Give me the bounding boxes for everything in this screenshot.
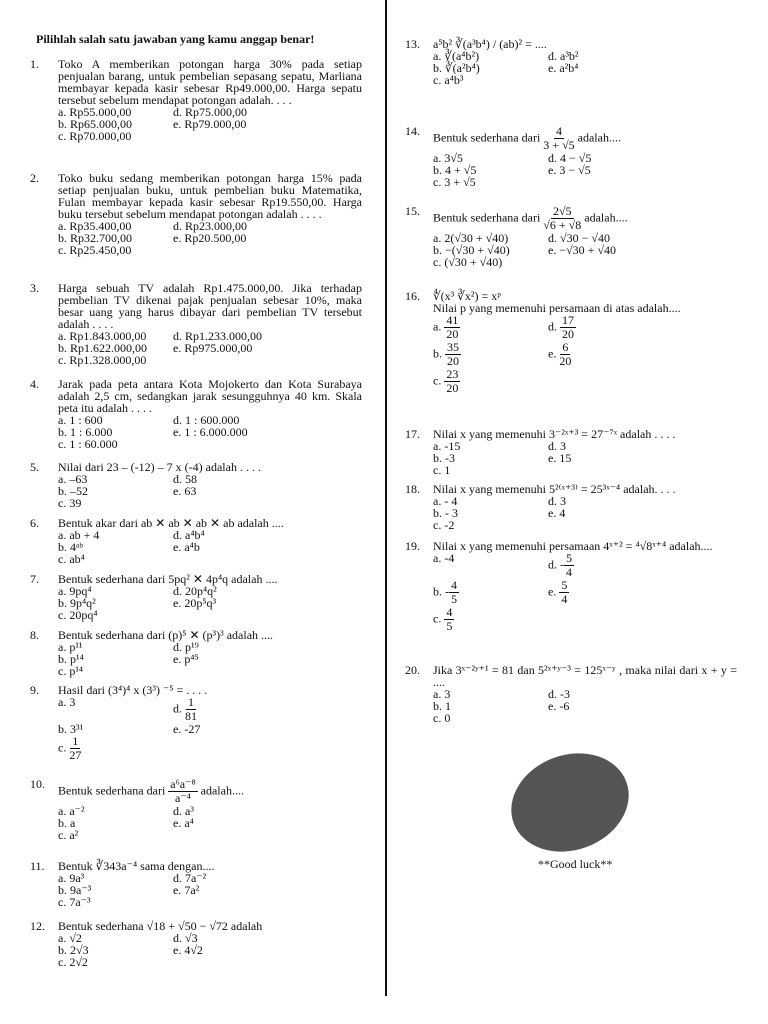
fraction: $\frac{5}{4}$ — [566, 551, 572, 579]
question-number: 12. — [30, 919, 45, 933]
option-d[interactable]: d. 1 : 600.000 — [173, 413, 240, 427]
option-a[interactable]: a. 9a³ — [58, 871, 85, 885]
question-stem: Bentuk akar dari ab ✕ ab ✕ ab ✕ ab adalah .... — [58, 516, 284, 530]
option-a[interactable]: a. -15 — [433, 439, 461, 453]
option-b[interactable]: b. $\frac{35}{20}$ — [433, 340, 459, 368]
option-a[interactable]: a. 2(√30 + √40) — [433, 231, 509, 245]
option-e[interactable]: e. $\frac{5}{4}$ — [548, 578, 568, 606]
fraction: $\frac{35}{20}$ — [447, 340, 459, 368]
option-b[interactable]: b. a — [58, 816, 76, 830]
answer-options — [58, 932, 362, 968]
answer-options — [58, 220, 362, 256]
question-12 — [30, 920, 362, 968]
option-d[interactable]: d. $\frac{1}{81}$ — [173, 695, 197, 723]
option-c[interactable]: c. 2√2 — [58, 955, 88, 969]
answer-options — [433, 440, 737, 476]
option-b[interactable]: b. 3³¹ — [58, 722, 84, 736]
question-stem: Bentuk sederhana dari 5pq² ✕ 4p⁴q adalah .... — [58, 572, 278, 586]
option-b[interactable]: b. Rp1.622.000,00 — [58, 341, 148, 355]
question-2 — [30, 172, 362, 256]
option-e[interactable]: e. -6 — [548, 699, 570, 713]
option-c[interactable]: c. 20pq⁴ — [58, 608, 98, 622]
option-e[interactable]: e. 20p⁵q³ — [173, 596, 217, 610]
question-number: 8. — [30, 628, 39, 642]
question-stem: Harga sebuah TV adalah Rp1.475.000,00. Jika terhadap pembelian TV dikenai pajak penjualan sebesar 10%, maka besar uang yang harus dibayar dari pembelian TV tersebut adalah . . . . — [58, 281, 362, 331]
answer-options — [58, 641, 362, 677]
fraction: $\frac{17}{20}$ — [562, 313, 574, 341]
question-3 — [30, 282, 362, 366]
question-1 — [30, 58, 362, 142]
fraction: $\frac{4}{3 + √5}$ — [543, 124, 575, 152]
fraction: $\frac{6}{20}$ — [559, 340, 572, 368]
option-b[interactable]: b. - 3 — [433, 506, 458, 520]
answer-options — [58, 529, 362, 565]
question-stem: Toko buku sedang memberikan potongan harga 15% pada setiap penjualan buku, untuk pembelian buku Matematika, Fulan membayar kepada kasir sebesar Rp19.550,00. Harga buku tersebut sebelum mendapat potongan adalah . . . . — [58, 171, 362, 221]
decorative-blob — [497, 737, 642, 867]
option-c[interactable]: c. a⁴b³ — [433, 73, 464, 87]
question-15 — [405, 205, 737, 268]
answer-options — [433, 314, 737, 395]
option-b[interactable]: b. –52 — [58, 484, 88, 498]
question-number: 14. — [405, 124, 420, 138]
fraction: $\frac{4}{5}$ — [446, 605, 453, 633]
option-b[interactable]: b. 4ᵃᵇ — [58, 540, 83, 554]
option-e[interactable]: e. $\frac{6}{20}$ — [548, 340, 572, 368]
option-d[interactable]: d. 58 — [173, 472, 197, 486]
option-e[interactable]: e. 3 − √5 — [548, 163, 591, 177]
question-stem: Bentuk sederhana dari $\frac{2√5}{√6 + √8}$ adalah.... — [433, 204, 628, 232]
fraction: $\frac{5}{4}$ — [561, 578, 568, 606]
option-d[interactable]: d. a³b² — [548, 49, 579, 63]
option-e[interactable]: e. a⁴b — [173, 540, 200, 554]
option-d[interactable]: d. 4 − √5 — [548, 151, 592, 165]
fraction: $\frac{1}{27}$ — [69, 734, 82, 762]
option-e[interactable]: e. Rp975.000,00 — [173, 341, 253, 355]
option-d[interactable]: d. 7a⁻² — [173, 871, 207, 885]
option-b[interactable]: b. 9p⁴q² — [58, 596, 96, 610]
question-stem: a⁵b² ∛(a³b⁴) / (ab)² = .... — [433, 37, 547, 51]
question-number: 20. — [405, 663, 420, 677]
option-e[interactable]: e. Rp20.500,00 — [173, 231, 247, 245]
answer-options — [433, 152, 737, 188]
option-d[interactable]: d. -3 — [548, 687, 570, 701]
question-stem: Jika 3ˣ⁻²ʸ⁺¹ = 81 dan 5²ˣ⁺ʸ⁻³ = 125ˣ⁻ʸ , maka nilai dari x + y = .... — [433, 663, 737, 689]
option-b[interactable]: b. -3 — [433, 451, 455, 465]
answer-options — [433, 688, 737, 724]
question-number: 1. — [30, 57, 39, 71]
option-b[interactable]: b. Rp65.000,00 — [58, 117, 133, 131]
question-stem-2: Nilai p yang memenuhi persamaan di atas adalah.... — [433, 301, 681, 315]
question-11 — [30, 860, 362, 908]
option-a[interactable]: a. ab + 4 — [58, 528, 100, 542]
option-c[interactable]: c. -2 — [433, 518, 455, 532]
question-17 — [405, 428, 737, 476]
option-d[interactable]: d. $\frac{17}{20}$ — [548, 313, 574, 341]
question-stem: Nilai x yang memenuhi 3⁻²ˣ⁺³ = 27⁻⁷ˣ adalah . . . . — [433, 427, 676, 441]
option-c[interactable]: c. 1 : 60.000 — [58, 437, 118, 451]
option-c[interactable]: c. (√30 + √40) — [433, 255, 503, 269]
question-number: 6. — [30, 516, 39, 530]
option-b[interactable]: b. 4 + √5 — [433, 163, 477, 177]
option-a[interactable]: a. √2 — [58, 931, 82, 945]
option-c[interactable]: c. $\frac{4}{5}$ — [433, 605, 453, 633]
option-e[interactable]: e. −√30 + √40 — [548, 243, 617, 257]
question-6 — [30, 517, 362, 565]
question-20 — [405, 664, 737, 724]
answer-options — [58, 805, 362, 841]
answer-options — [58, 473, 362, 509]
option-e[interactable]: e. 1 : 6.000.000 — [173, 425, 248, 439]
option-a[interactable]: a. Rp55.000,00 — [58, 105, 132, 119]
option-c[interactable]: c. Rp25.450,00 — [58, 243, 132, 257]
option-e[interactable]: e. a²b⁴ — [548, 61, 579, 75]
option-e[interactable]: e. Rp79.000,00 — [173, 117, 247, 131]
option-e[interactable]: e. 7a² — [173, 883, 200, 897]
question-stem: Nilai x yang memenuhi 5²⁽ˣ⁺³⁾ = 25³ˣ⁻⁴ adalah. . . . — [433, 482, 676, 496]
question-number: 10. — [30, 777, 45, 791]
answer-options — [58, 696, 362, 762]
option-b[interactable]: b. 1 : 6.000 — [58, 425, 113, 439]
option-e[interactable]: e. 63 — [173, 484, 197, 498]
question-number: 15. — [405, 204, 420, 218]
question-number: 9. — [30, 683, 39, 697]
option-e[interactable]: e. 4 — [548, 506, 566, 520]
option-c[interactable]: c. 1 — [433, 463, 451, 477]
option-a[interactable]: a. 3√5 — [433, 151, 463, 165]
option-d[interactable]: d. a³ — [173, 804, 194, 818]
option-c[interactable]: c. Rp1.328.000,00 — [58, 353, 147, 367]
question-stem: Toko A memberikan potongan harga 30% pada setiap penjualan barang, untuk pembelian sepasang sepatu, Marliana membayar kepada kasir sebesar Rp49.000,00. Harga sepatu tersebut sebelum mendapat potongan adalah. . . . — [58, 57, 362, 107]
option-c[interactable]: c. 7a⁻³ — [58, 895, 91, 909]
question-stem: Bentuk sederhana dari $\frac{\text{a⁶a⁻⁸}}{\text{a⁻⁴}}$ adalah.... — [58, 777, 244, 805]
good-luck-text: **Good luck** — [538, 857, 613, 871]
option-c[interactable]: c. 3 + √5 — [433, 175, 476, 189]
question-number: 7. — [30, 572, 39, 586]
option-c[interactable]: c. Rp70.000,00 — [58, 129, 132, 143]
option-b[interactable]: b. Rp32.700,00 — [58, 231, 133, 245]
option-b[interactable]: b. 9a⁻³ — [58, 883, 92, 897]
option-a[interactable]: a. p¹¹ — [58, 640, 83, 654]
option-a[interactable]: a. 9pq⁴ — [58, 584, 92, 598]
option-a[interactable]: a. 1 : 600 — [58, 413, 103, 427]
option-b[interactable]: b. - $\frac{4}{5}$ — [433, 578, 457, 606]
question-13 — [405, 38, 737, 86]
fraction: $\frac{2√5}{√6 + √8}$ — [543, 204, 582, 232]
option-a[interactable]: a. - 4 — [433, 494, 458, 508]
option-a[interactable]: a. -4 — [433, 551, 455, 565]
answer-options — [433, 50, 737, 86]
option-b[interactable]: b. 2√3 — [58, 943, 89, 957]
option-a[interactable]: a. Rp1.843.000,00 — [58, 329, 147, 343]
answer-options — [433, 232, 737, 268]
option-c[interactable]: c. 0 — [433, 711, 451, 725]
instruction-heading: Pilihlah salah satu jawaban yang kamu anggap benar! — [36, 32, 315, 46]
question-stem: Nilai x yang memenuhi persamaan 4ˣ⁺² = ⁴√8ˣ⁺⁴ adalah.... — [433, 539, 713, 553]
question-stem: Bentuk sederhana √18 + √50 − √72 adalah — [58, 919, 263, 933]
answer-options — [58, 330, 362, 366]
column-divider — [385, 0, 387, 996]
question-16 — [405, 290, 737, 395]
option-e[interactable]: e. p⁴⁵ — [173, 652, 199, 666]
option-a[interactable]: a. –63 — [58, 472, 88, 486]
question-4 — [30, 378, 362, 450]
question-stem: Jarak pada peta antara Kota Mojokerto dan Kota Surabaya adalah 2,5 cm, sedangkan jarak sesungguhnya 40 km. Skala peta itu adalah . . . . — [58, 377, 362, 415]
question-5 — [30, 461, 362, 509]
question-19 — [405, 540, 737, 633]
fraction: $\frac{\text{a⁶a⁻⁸}}{\text{a⁻⁴}}$ — [170, 777, 196, 805]
option-d[interactable]: d. 3 — [548, 494, 566, 508]
option-c[interactable]: c. 39 — [58, 496, 82, 510]
option-d[interactable]: d. a⁴b⁴ — [173, 528, 205, 542]
option-a[interactable]: a. 3 — [433, 687, 451, 701]
question-7 — [30, 573, 362, 621]
question-10 — [30, 778, 362, 841]
fraction: $\frac{1}{81}$ — [185, 695, 197, 723]
option-c[interactable]: c. p¹⁴ — [58, 664, 84, 678]
option-a[interactable]: a. ∛(a⁴b²) — [433, 49, 480, 63]
option-d[interactable]: d. - $\frac{5}{4}$ — [548, 551, 572, 579]
option-b[interactable]: b. 1 — [433, 699, 451, 713]
question-number: 19. — [405, 539, 420, 553]
question-number: 5. — [30, 460, 39, 474]
answer-options — [433, 552, 737, 633]
option-d[interactable]: d. √3 — [173, 931, 198, 945]
option-b[interactable]: b. p¹⁴ — [58, 652, 84, 666]
fraction: $\frac{4}{5}$ — [451, 578, 457, 606]
option-b[interactable]: b. ∛(a²b⁴) — [433, 61, 480, 75]
answer-options — [58, 414, 362, 450]
fraction: $\frac{41}{20}$ — [446, 313, 459, 341]
option-a[interactable]: a. 3 — [58, 695, 76, 709]
question-stem: Bentuk sederhana dari (p)⁵ ✕ (p³)³ adalah .... — [58, 628, 274, 642]
question-stem: Bentuk sederhana dari $\frac{4}{3 + √5}$ adalah.... — [433, 124, 621, 152]
question-number: 16. — [405, 289, 420, 303]
question-18 — [405, 483, 737, 531]
option-d[interactable]: d. 20p⁴q² — [173, 584, 217, 598]
question-14 — [405, 125, 737, 188]
option-e[interactable]: e. -27 — [173, 722, 201, 736]
option-c[interactable]: c. $\frac{1}{27}$ — [58, 734, 82, 762]
option-d[interactable]: d. Rp1.233.000,00 — [173, 329, 263, 343]
option-b[interactable]: b. −(√30 + √40) — [433, 243, 510, 257]
option-c[interactable]: c. a² — [58, 828, 79, 842]
option-a[interactable]: a. Rp35.400,00 — [58, 219, 132, 233]
option-c[interactable]: c. ab⁴ — [58, 552, 85, 566]
question-number: 2. — [30, 171, 39, 185]
question-number: 4. — [30, 377, 39, 391]
option-e[interactable]: e. 15 — [548, 451, 572, 465]
question-stem: Nilai dari 23 – (-12) – 7 x (-4) adalah . . . . — [58, 460, 261, 474]
option-d[interactable]: d. Rp75.000,00 — [173, 105, 248, 119]
question-number: 18. — [405, 482, 420, 496]
fraction: $\frac{23}{20}$ — [446, 367, 459, 395]
answer-options — [58, 106, 362, 142]
question-stem: Hasil dari (3⁴)⁴ x (3³) ⁻⁵ = . . . . — [58, 683, 208, 697]
option-a[interactable]: a. $\frac{41}{20}$ — [433, 313, 459, 341]
option-a[interactable]: a. a⁻² — [58, 804, 85, 818]
option-d[interactable]: d. p¹⁹ — [173, 640, 199, 654]
question-stem: ∜(x³ ∛x²) = xᵖ — [433, 289, 501, 303]
question-8 — [30, 629, 362, 677]
question-number: 3. — [30, 281, 39, 295]
question-number: 13. — [405, 37, 420, 51]
answer-options — [58, 585, 362, 621]
question-9 — [30, 684, 362, 762]
option-d[interactable]: d. 3 — [548, 439, 566, 453]
option-e[interactable]: e. 4√2 — [173, 943, 203, 957]
option-c[interactable]: c. $\frac{23}{20}$ — [433, 367, 459, 395]
question-number: 11. — [30, 859, 45, 873]
answer-options — [433, 495, 737, 531]
option-e[interactable]: e. a⁴ — [173, 816, 194, 830]
option-d[interactable]: d. √30 − √40 — [548, 231, 610, 245]
option-d[interactable]: d. Rp23.000,00 — [173, 219, 248, 233]
question-stem: Bentuk ∛343a⁻⁴ sama dengan.... — [58, 859, 215, 873]
answer-options — [58, 872, 362, 908]
question-number: 17. — [405, 427, 420, 441]
